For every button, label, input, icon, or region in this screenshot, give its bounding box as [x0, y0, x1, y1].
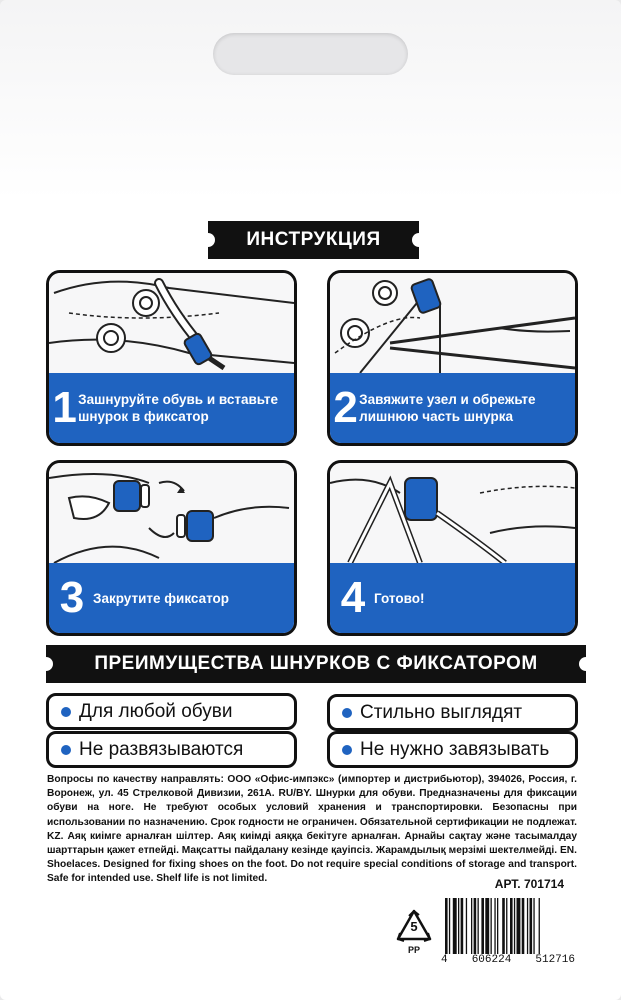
- step-1-number: 1: [52, 383, 77, 432]
- advantage-text: Для любой обуви: [79, 700, 233, 722]
- barcode-number: [441, 954, 575, 966]
- barcode-bar: [449, 898, 450, 954]
- advantage-text: Не развязываются: [79, 738, 244, 760]
- barcode-bar: [491, 898, 492, 954]
- advantage-text: Не нужно завязывать: [360, 738, 550, 760]
- step-1-illustration: [49, 273, 294, 376]
- step-4-card: [327, 460, 578, 636]
- step-2-number: 2: [333, 383, 358, 432]
- bullet-dot-icon: [342, 708, 352, 718]
- hang-hole: [213, 33, 408, 75]
- bullet-dot-icon: [342, 745, 352, 755]
- barcode-bar: [481, 898, 484, 954]
- step-3-number: 3: [59, 573, 85, 622]
- barcode-bar: [453, 898, 457, 954]
- barcode-group-3: 512716: [535, 954, 575, 966]
- step-2-card: [327, 270, 578, 446]
- barcode-bar: [461, 898, 464, 954]
- step-3-card: [46, 460, 297, 636]
- recycle-number: 5: [410, 919, 418, 934]
- advantages-title: ПРЕИМУЩЕСТВА ШНУРКОВ С ФИКСАТОРОМ: [46, 645, 586, 683]
- barcode-bar: [458, 898, 459, 954]
- advantage-any-shoes: [46, 693, 297, 730]
- recycle-symbol: [394, 907, 434, 959]
- advantage-no-tying: [327, 731, 578, 768]
- barcode-bar: [539, 898, 540, 954]
- step-3-illustration: [49, 463, 294, 566]
- barcode-bar: [517, 898, 521, 954]
- barcode-bar: [522, 898, 525, 954]
- step-2-illustration: [330, 273, 575, 376]
- article-number: АРТ. 701714: [494, 877, 564, 891]
- advantage-no-untie: [46, 731, 297, 768]
- recycle-code: PP: [407, 945, 420, 955]
- barcode-group-2: 606224: [471, 954, 512, 966]
- barcode-bar: [510, 898, 513, 954]
- barcode-bar: [530, 898, 533, 954]
- barcode-bar: [497, 898, 498, 954]
- bullet-dot-icon: [61, 745, 71, 755]
- step-2-text: Завяжите узел и обрежьте лишнюю часть шнурка: [359, 392, 536, 424]
- instruction-title: ИНСТРУКЦИЯ: [208, 221, 419, 259]
- step-4-number: 4: [340, 573, 366, 622]
- advantage-text: Стильно выглядят: [360, 701, 523, 723]
- step-1-card: [46, 270, 297, 446]
- step-4-band: [330, 563, 575, 633]
- advantage-stylish: [327, 694, 578, 731]
- barcode-bar: [502, 898, 505, 954]
- barcode: [441, 898, 575, 968]
- barcode-bar: [514, 898, 515, 954]
- barcode-bar: [485, 898, 489, 954]
- barcode-bar: [533, 898, 534, 954]
- barcode-bar: [506, 898, 507, 954]
- barcode-group-1: 4: [441, 954, 448, 966]
- step-4-illustration: [330, 463, 575, 566]
- barcode-bar: [471, 898, 472, 954]
- step-2-band: [330, 373, 575, 443]
- step-1-text: Зашнуруйте обувь и вставьте шнурок в фиксатор: [78, 392, 279, 424]
- barcode-bars: [441, 898, 575, 954]
- step-1-band: [49, 373, 294, 443]
- barcode-bar: [466, 898, 467, 954]
- bullet-dot-icon: [61, 707, 71, 717]
- barcode-bar: [445, 898, 448, 954]
- barcode-bar: [527, 898, 528, 954]
- step-3-band: [49, 563, 294, 633]
- barcode-bar: [474, 898, 477, 954]
- step-4-text: Готово!: [374, 590, 425, 606]
- barcode-bar: [494, 898, 495, 954]
- step-3-text: Закрутите фиксатор: [93, 590, 230, 606]
- product-info-text: Вопросы по качеству направлять: ООО «Офис-импэкс» (импортер и дистрибьютор), 394026, Россия, г. Воронеж, ул. 45 Стрелковой Дивизии, 261А. RU/BY. Шнурки для обуви. Предназначены для фиксации обуви на ноге. Не требуют особых условий хранения и транспортировки. Безопасны при использовании по назначению. Срок годности не ограничен. Обязательной сертификации не подлежат. KZ. Аяқ киімге арналған шілтер. Аяқ киімді аяққа бекітуге арналған. Арнайы сақтау және тасымалдау шарттарын қажет етпейді. Мақсатты пайдалану кезінде қауіпсіз. Жарамдылық мерзімі шектелмейді. EN. Shoelaces. Designed for fixing shoes on the foot. Do not require special conditions of storage and transport. Safe for intended use. Shelf life is not limited.: [47, 774, 577, 885]
- barcode-bar: [478, 898, 479, 954]
